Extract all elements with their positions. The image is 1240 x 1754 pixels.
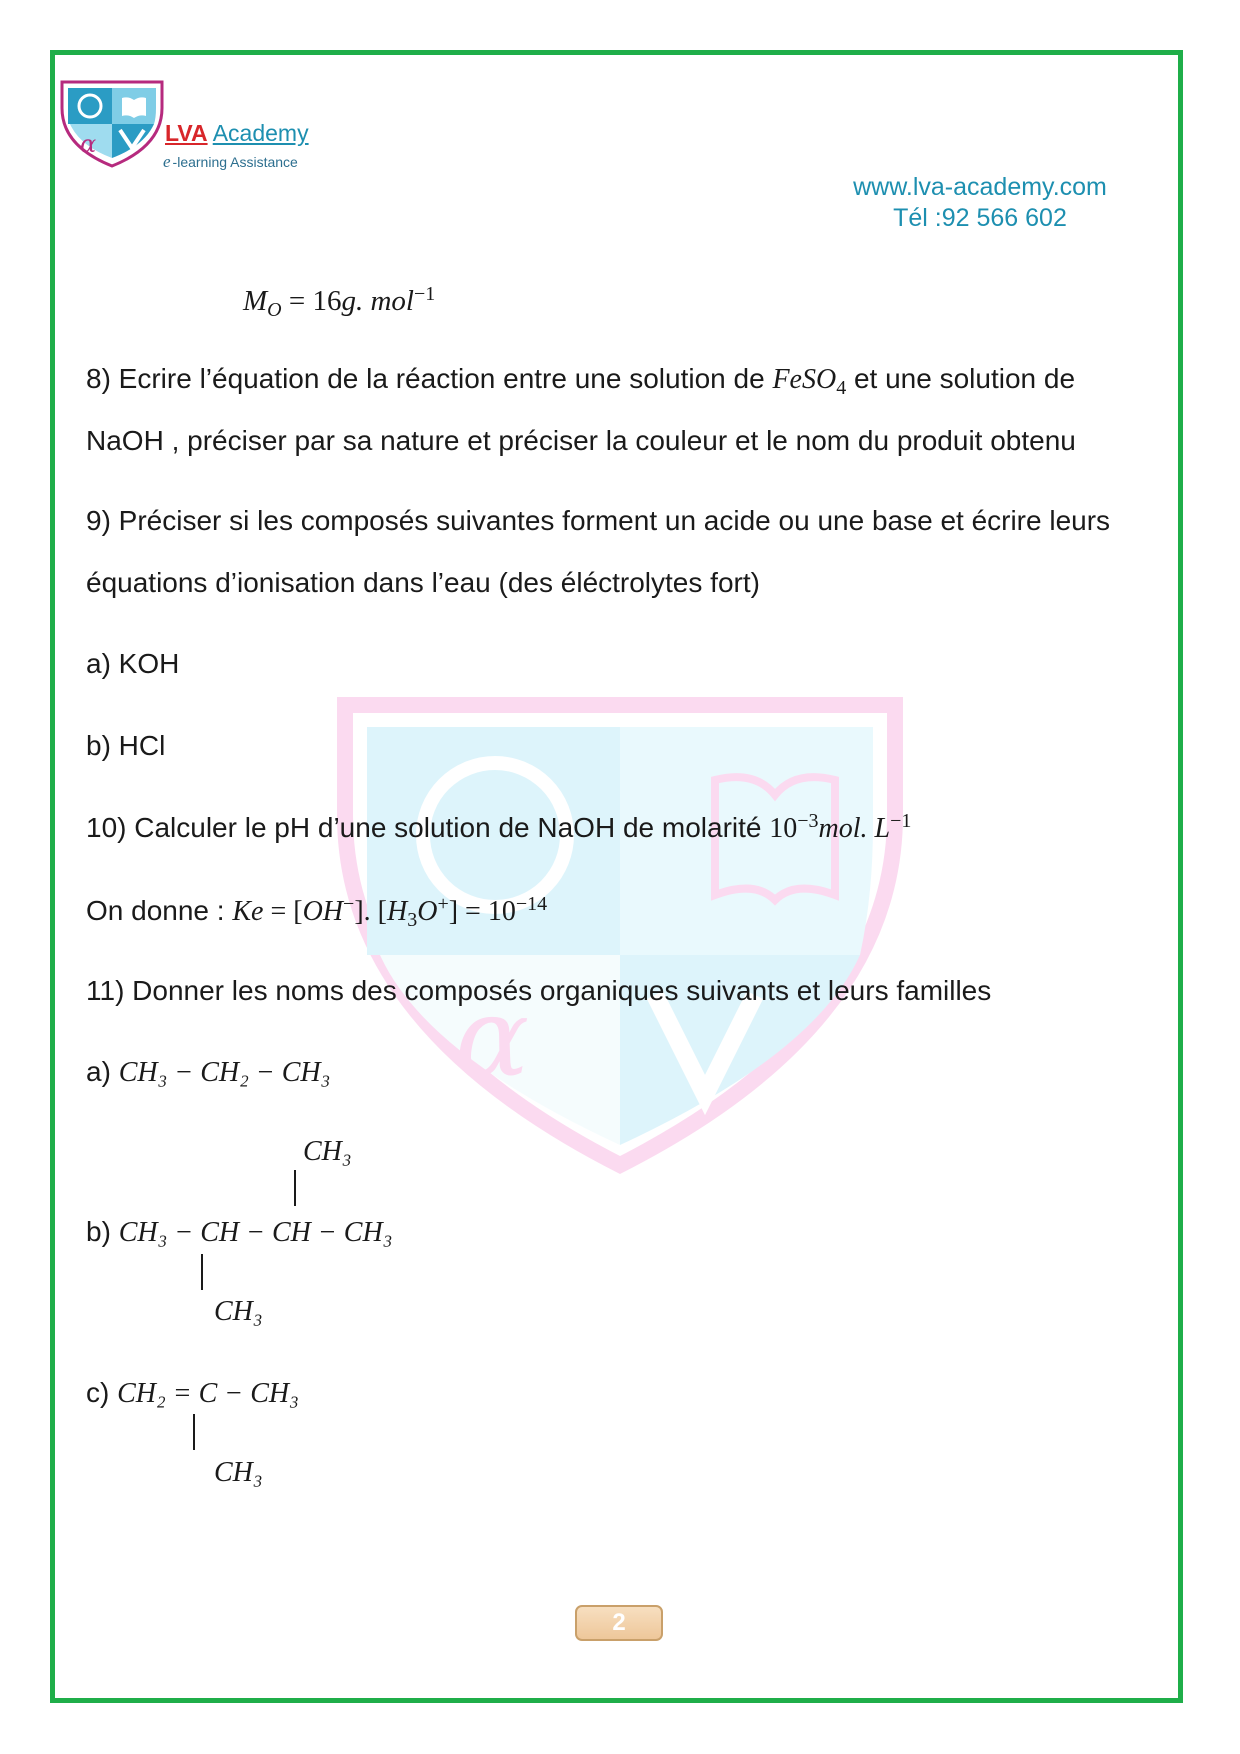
phone-number: Tél :92 566 602 [893, 204, 1067, 232]
compound-b: b) CH₃ − CH − CH − CH₃ [86, 1216, 393, 1248]
compound-c-bottom-bond [193, 1414, 195, 1450]
compound-b-top-branch: CH₃ [303, 1136, 352, 1167]
compound-b-bottom-branch: CH₃ [214, 1296, 263, 1327]
compound-b-top-bond [294, 1170, 296, 1206]
question-8-line-1: 8) Ecrire l’équation de la réaction entre une solution de FeSO$_4$ et une solution de [86, 363, 1076, 399]
compound-a: a) CH₃ − CH₂ − CH₃ [86, 1056, 331, 1088]
compound-b-bottom-bond [201, 1254, 203, 1290]
brand-tagline: e -learning Assistance [163, 152, 298, 171]
watermark-shield-icon [335, 695, 905, 1175]
question-10: 10) Calculer le pH d’une solution de NaOH de molarité $10^{-3}mol$. $L^{-1}$ [86, 810, 912, 844]
question-11: 11) Donner les noms des composés organiques suivants et leurs familles [86, 975, 992, 1006]
question-9-line-2: équations d’ionisation dans l’eau (des éléctrolytes fort) [86, 567, 760, 598]
question-9-item-b: b) HCl [86, 730, 166, 761]
header-contact [830, 172, 1130, 234]
lva-logo-icon [58, 78, 166, 168]
website-link[interactable]: www.lva-academy.com [853, 173, 1107, 201]
question-9-line-1: 9) Préciser si les composés suivantes forment un acide ou une base et écrire leurs [86, 505, 1111, 536]
svg-text:α: α [455, 973, 530, 1101]
compound-c: c) CH₂ = C − CH₃ [86, 1377, 299, 1409]
molar-mass-oxygen: $M_O = 16g$. mol$^{-1}$ [243, 283, 436, 321]
svg-text:α: α [80, 130, 97, 158]
question-9-item-a: a) KOH [86, 648, 180, 679]
compound-c-bottom-branch: CH₃ [214, 1457, 263, 1488]
page-number-badge: 2 [575, 1605, 663, 1641]
given-ke-equation: On donne : Ke = [OH−]. $[H_3O^+] = 10^{-14}$ [86, 893, 548, 931]
question-8-line-2: NaOH , préciser par sa nature et préciser la couleur et le nom du produit obtenu [86, 425, 1076, 456]
brand-name: LVA Academy [165, 120, 309, 146]
